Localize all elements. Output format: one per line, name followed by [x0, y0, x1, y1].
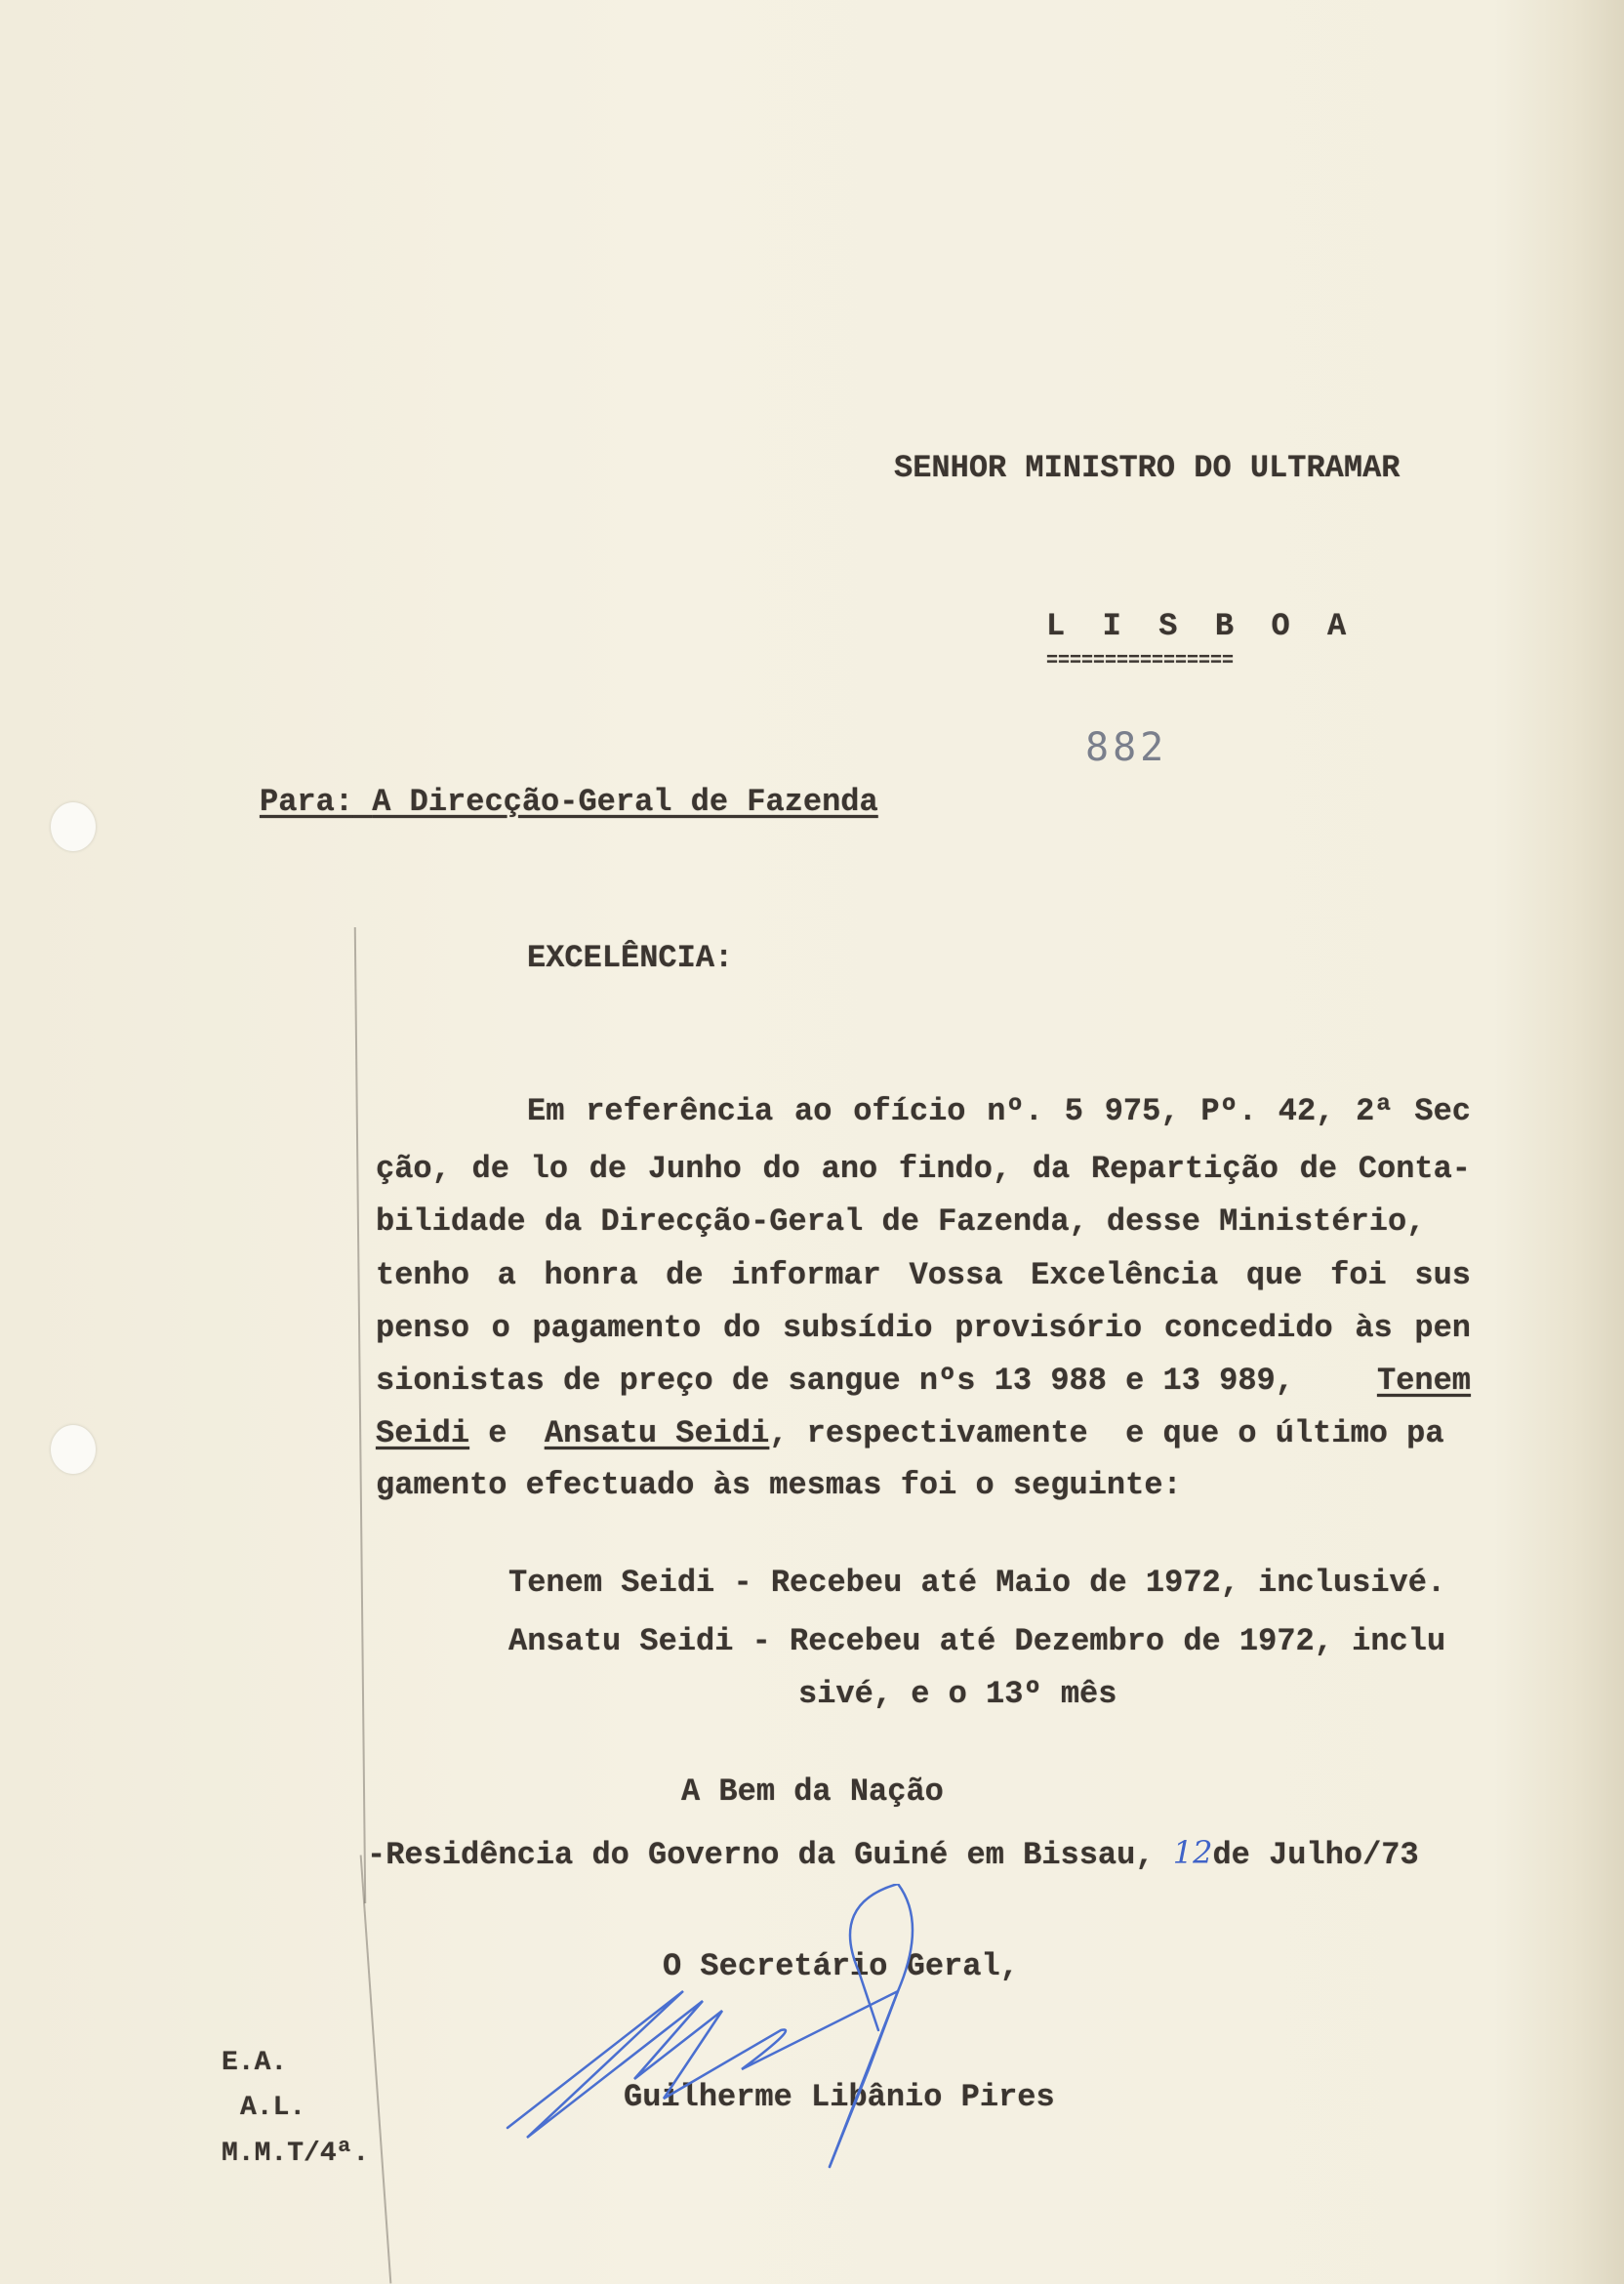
- recipient-line: [260, 783, 878, 822]
- body-line-2: ção, de lo de Junho do ano findo, da Repartição de Conta-: [376, 1151, 1471, 1187]
- addressee-heading: SENHOR MINISTRO DO ULTRAMAR: [894, 450, 1401, 486]
- initials-line-3: M.M.T/4ª.: [222, 2139, 370, 2169]
- body-line-6: [376, 1362, 1471, 1401]
- payment-line-1: Tenem Seidi - Recebeu até Maio de 1972, inclusivé.: [508, 1565, 1446, 1601]
- body-line-1: Em referência ao ofício nº. 5 975, Pº. 42, 2ª Sec: [527, 1093, 1471, 1129]
- closing-motto: A Bem da Nação: [681, 1774, 944, 1810]
- fold-line: [354, 927, 366, 1903]
- pensioner-name-1a: Tenem: [1376, 1363, 1471, 1399]
- place-prefix: -Residência do Governo da Guiné em Bissau,: [367, 1837, 1155, 1873]
- body-line-5: penso o pagamento do subsídio provisório concedido às pen: [376, 1310, 1471, 1346]
- signatory-name: Guilherme Libânio Pires: [624, 2079, 1055, 2115]
- initials-line-2: A.L.: [240, 2093, 306, 2123]
- conjunction: e: [488, 1415, 508, 1451]
- body-line-6-text: sionistas de preço de sangue nºs 13 988 e 13 989,: [376, 1363, 1294, 1399]
- signature: [488, 1884, 1171, 2177]
- pensioner-name-2: Ansatu Seidi: [544, 1415, 770, 1451]
- document-number-stamp: 882: [1085, 725, 1168, 770]
- payment-line-2: Ansatu Seidi - Recebeu até Dezembro de 1972, inclu: [508, 1623, 1446, 1659]
- body-line-3: bilidade da Direcção-Geral de Fazenda, desse Ministério,: [376, 1203, 1426, 1240]
- body-line-8: gamento efectuado às mesmas foi o seguinte:: [376, 1467, 1182, 1503]
- recipient-prefix: Para:: [260, 784, 354, 820]
- place-suffix: de Julho/73: [1212, 1837, 1419, 1873]
- place-date-line: [367, 1833, 1419, 1875]
- signatory-title: O Secretário Geral,: [663, 1948, 1019, 1984]
- recipient-name: A Direcção-Geral de Fazenda: [372, 784, 878, 820]
- city-heading: L I S B O A: [1046, 608, 1347, 644]
- city-underline: ================: [1046, 650, 1235, 673]
- punch-hole-bottom: [51, 1425, 96, 1474]
- pensioner-name-1b: Seidi: [376, 1415, 470, 1451]
- handwritten-day: 12: [1172, 1834, 1213, 1871]
- body-line-7-rest: , respectivamente e que o último pa: [769, 1415, 1444, 1451]
- body-line-4: tenho a honra de informar Vossa Excelência que foi sus: [376, 1257, 1471, 1293]
- body-line-7: [376, 1414, 1444, 1453]
- punch-hole-top: [51, 802, 96, 851]
- salutation: EXCELÊNCIA:: [527, 940, 734, 976]
- payment-line-3: sivé, e o 13º mês: [798, 1676, 1117, 1712]
- fold-line-lower: [360, 1855, 392, 2283]
- initials-line-1: E.A.: [222, 2048, 288, 2078]
